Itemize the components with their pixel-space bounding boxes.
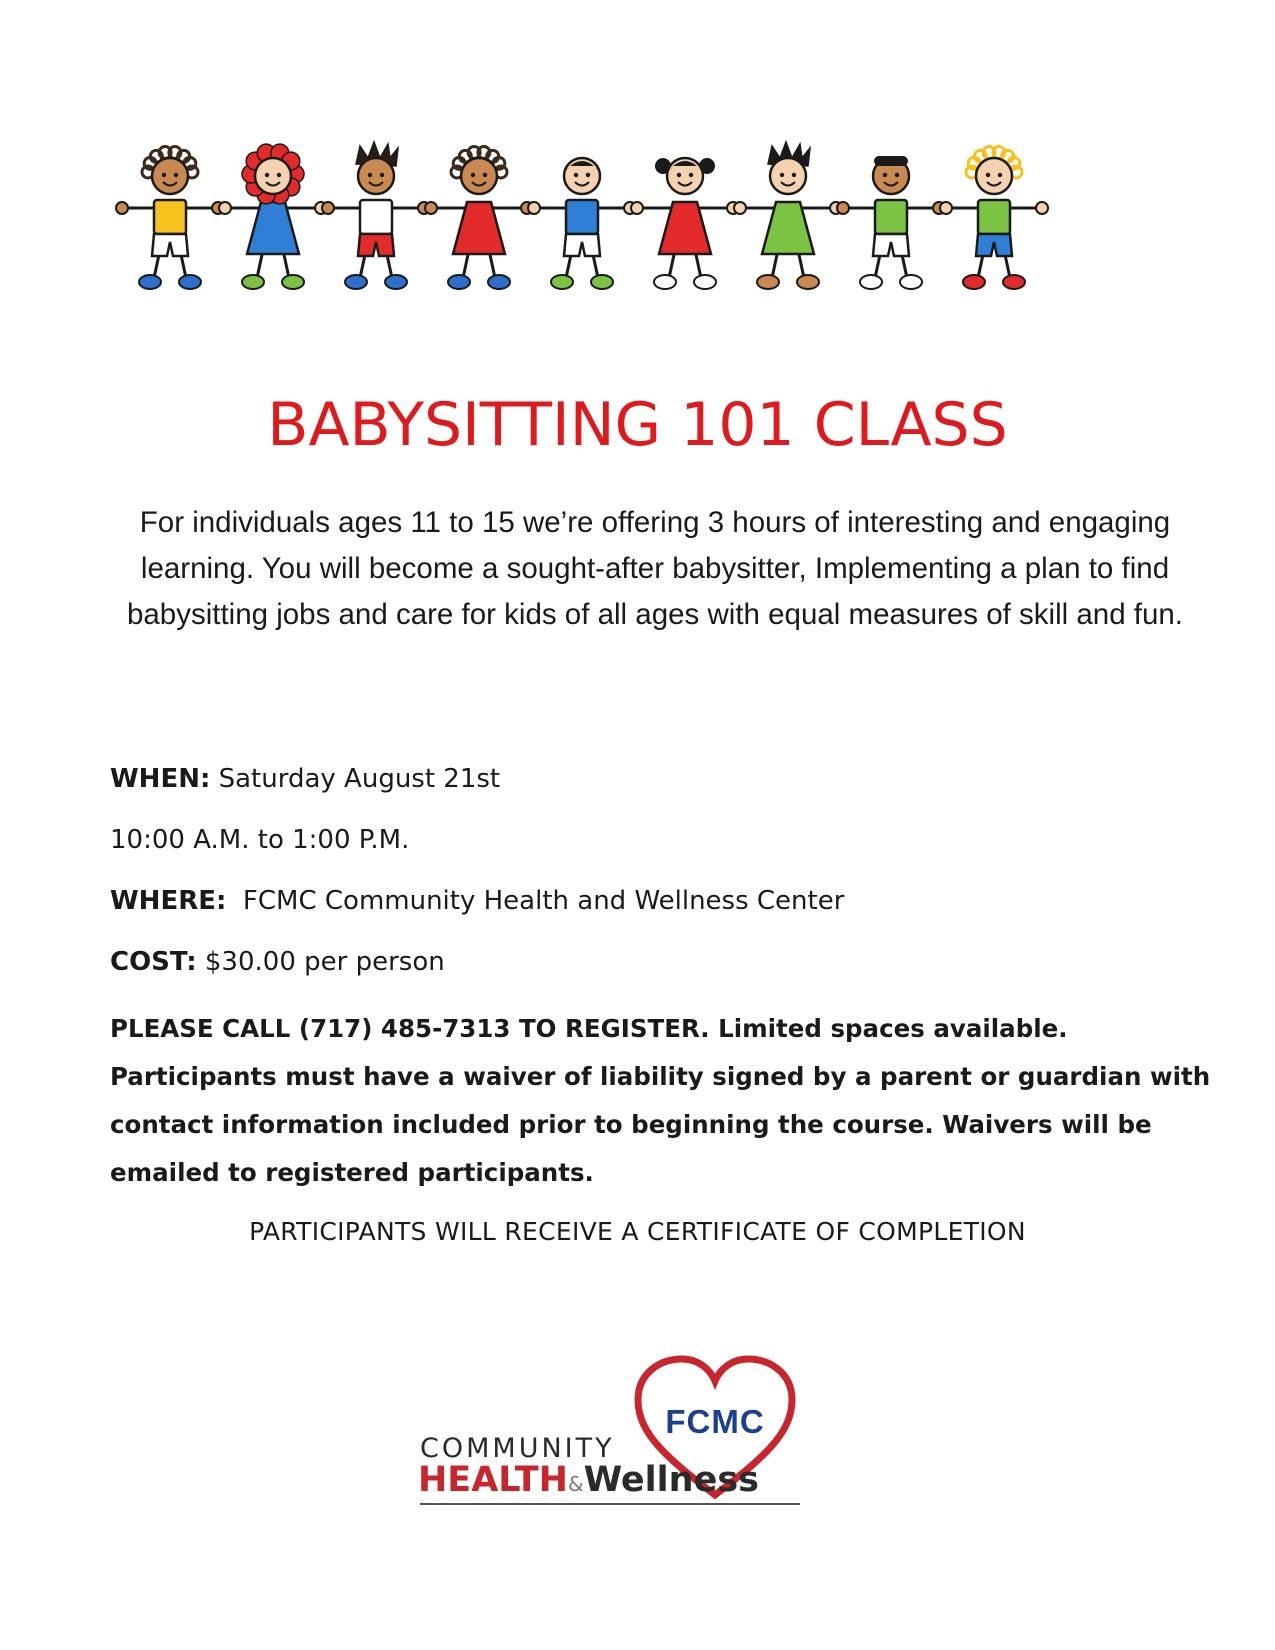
registration-paragraph: PLEASE CALL (717) 485-7313 TO REGISTER. Limited spaces available. Participants must have a waiver of liability signed by a parent or guardian with contact information included prior to beginning the course. Waivers will be emailed to registered participants. bbox=[110, 1014, 1211, 1187]
kid-figure bbox=[322, 142, 430, 289]
logo-health-wellness-text bbox=[418, 1460, 759, 1504]
kid-figure bbox=[940, 147, 1048, 289]
kids-holding-hands-illustration bbox=[115, 140, 1105, 320]
logo-underline bbox=[420, 1503, 800, 1505]
logo-ampersand: & bbox=[567, 1472, 584, 1496]
cost-value: $30.00 per person bbox=[196, 947, 445, 977]
when-line bbox=[110, 764, 500, 794]
kid-figure bbox=[837, 156, 945, 289]
when-value: Saturday August 21st bbox=[210, 764, 501, 794]
time-line: 10:00 A.M. to 1:00 P.M. bbox=[110, 825, 410, 855]
kid-figure bbox=[631, 158, 739, 289]
kid-figure bbox=[734, 142, 842, 289]
where-line bbox=[110, 886, 844, 916]
logo-fcmc-text: FCMC bbox=[665, 1403, 765, 1440]
kid-figure bbox=[219, 144, 327, 289]
kid-figure bbox=[528, 158, 636, 289]
where-label: WHERE: bbox=[110, 886, 227, 916]
logo-health: HEALTH bbox=[418, 1460, 568, 1500]
fcmc-logo bbox=[410, 1355, 810, 1505]
certificate-note: PARTICIPANTS WILL RECEIVE A CERTIFICATE OF COMPLETION bbox=[249, 1217, 1026, 1246]
logo-community-text: COMMUNITY bbox=[420, 1433, 615, 1464]
when-label: WHEN: bbox=[110, 764, 211, 794]
logo-wellness: Wellness bbox=[583, 1460, 759, 1500]
kid-figure bbox=[425, 147, 533, 289]
page-title: BABYSITTING 101 CLASS bbox=[267, 390, 1008, 460]
cost-line bbox=[110, 947, 445, 977]
cost-label: COST: bbox=[110, 947, 197, 977]
kid-figure bbox=[116, 147, 224, 289]
where-value: FCMC Community Health and Wellness Center bbox=[226, 886, 845, 916]
intro-paragraph: For individuals ages 11 to 15 we’re offering 3 hours of interesting and engaging learning. You will become a sought-after babysitter, Implementing a plan to find babysitting jobs and care for kids of all ages with equal measures of skill and fun. bbox=[126, 506, 1184, 631]
